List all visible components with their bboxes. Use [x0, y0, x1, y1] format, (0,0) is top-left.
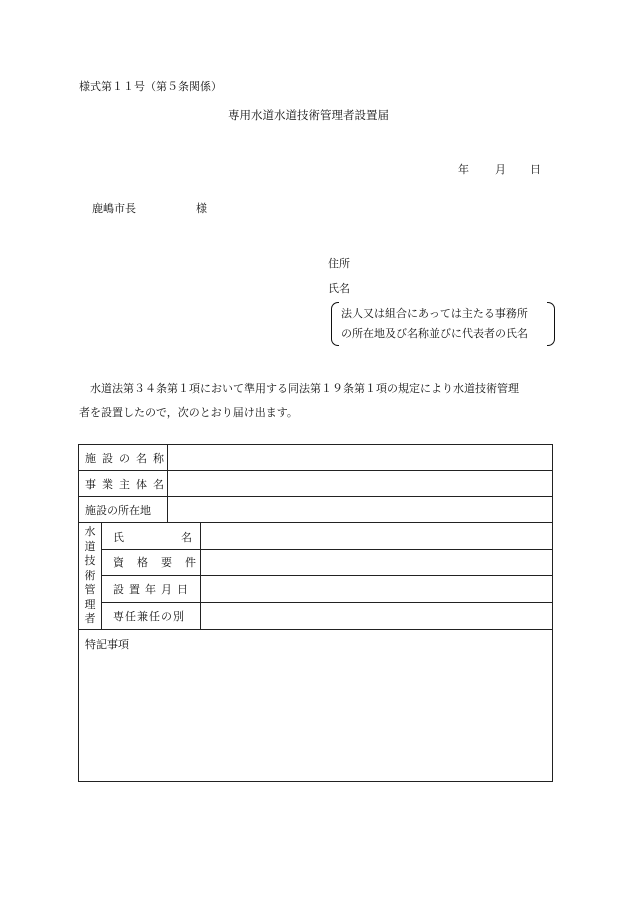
- table-row: [79, 471, 553, 497]
- facility-location-field[interactable]: [168, 497, 553, 523]
- date-day-label: 日: [530, 163, 541, 176]
- table-row: [79, 602, 553, 629]
- remarks-field[interactable]: [79, 629, 553, 781]
- operator-label: 事業主体名: [79, 471, 168, 497]
- note-bracket-right: [547, 302, 555, 346]
- manager-char: 技: [84, 554, 96, 567]
- manager-char: 理: [84, 597, 96, 611]
- statement-line-1: 水道法第３４条第１項において準用する同法第１９条第１項の規定により水道技術管理: [90, 382, 519, 395]
- table-row: [79, 497, 553, 523]
- manager-name-label-part: 名: [181, 531, 192, 544]
- applicant-address-label: 住所: [328, 257, 350, 270]
- table-row: [79, 445, 553, 471]
- table-row: [79, 523, 553, 550]
- table-row: [79, 576, 553, 603]
- recipient-honorific: 様: [196, 202, 207, 215]
- facility-location-label: 施設の所在地: [79, 497, 168, 523]
- manager-name-label-part: 氏: [113, 531, 124, 544]
- appointment-date-label: 設置年月日: [102, 576, 201, 603]
- note-bracket-left: [331, 302, 339, 346]
- manager-char: 管: [84, 583, 96, 596]
- applicant-name-label: 氏名: [328, 282, 350, 295]
- facility-name-label: 施設の名称: [79, 445, 168, 471]
- manager-char: 道: [84, 539, 96, 553]
- table-row: [79, 629, 553, 781]
- manager-name-field[interactable]: [201, 523, 553, 550]
- facility-name-field[interactable]: [168, 445, 553, 471]
- manager-name-label: [102, 523, 201, 550]
- date-month-label: 月: [495, 163, 506, 176]
- note-line-2: の所在地及び名称並びに代表者の氏名: [341, 327, 528, 340]
- notification-statement: [79, 377, 553, 425]
- operator-field[interactable]: [168, 471, 553, 497]
- manager-char: 者: [84, 612, 96, 625]
- note-line-1: 法人又は組合にあっては主たる事務所: [341, 307, 528, 320]
- recipient-name: 鹿嶋市長: [92, 202, 136, 215]
- notification-table: [78, 444, 553, 782]
- qualification-field[interactable]: [201, 549, 553, 576]
- fulltime-status-field[interactable]: [201, 602, 553, 629]
- appointment-date-field[interactable]: [201, 576, 553, 603]
- document-title: 専用水道水道技術管理者設置届: [228, 108, 389, 122]
- statement-line-2: 者を設置したので，次のとおり届け出ます。: [79, 406, 298, 419]
- fulltime-status-label: 専任兼任の別: [102, 602, 201, 629]
- manager-char: 術: [84, 568, 96, 582]
- form-number: 様式第１１号（第５条関係）: [79, 80, 222, 93]
- applicant-note: [331, 302, 555, 346]
- table-row: [79, 549, 553, 576]
- water-manager-group-label: [79, 523, 102, 630]
- qualification-label: 資格要件: [102, 549, 201, 576]
- date-year-label: 年: [458, 163, 469, 176]
- manager-char: 水: [84, 525, 96, 538]
- remarks-label: 特記事項: [85, 637, 129, 651]
